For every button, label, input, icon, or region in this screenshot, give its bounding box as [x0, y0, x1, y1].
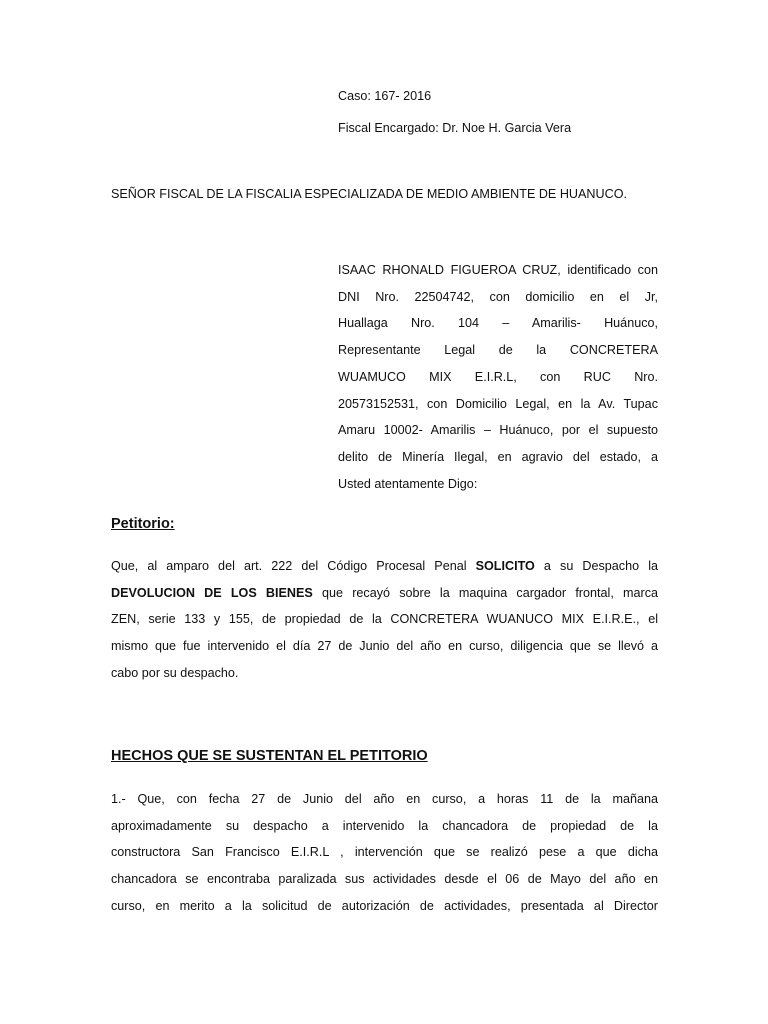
intro-line: WUAMUCO MIX E.I.R.L, con RUC Nro. [338, 369, 658, 384]
intro-line: Amaru 10002- Amarilis – Huánuco, por el supuesto [338, 423, 658, 438]
hechos-line: 1.- Que, con fecha 27 de Junio del año en curso, a horas 11 de la mañana [111, 792, 658, 806]
hechos-heading: HECHOS QUE SE SUSTENTAN EL PETITORIO [111, 748, 428, 764]
case-number: Caso: 167- 2016 [338, 89, 432, 103]
intro-line: Huallaga Nro. 104 – Amarilis- Huánuco, [338, 316, 658, 331]
petitorio-line: DEVOLUCION DE LOS BIENES que recayó sobre la maquina cargador frontal, marca [111, 585, 658, 600]
hechos-body [111, 786, 658, 920]
addressee: SEÑOR FISCAL DE LA FISCALIA ESPECIALIZADA DE MEDIO AMBIENTE DE HUANUCO. [111, 187, 628, 201]
intro-line: ISAAC RHONALD FIGUEROA CRUZ, identificado con [338, 263, 658, 277]
hechos-line: constructora San Francisco E.I.R.L , intervención que se realizó pese a que dicha [111, 845, 658, 860]
fiscal-in-charge: Fiscal Encargado: Dr. Noe H. Garcia Vera [338, 121, 572, 135]
petitorio-heading: Petitorio: [111, 516, 175, 532]
petitorio-body [111, 553, 658, 687]
petitorio-line: cabo por su despacho. [111, 665, 239, 680]
intro-line: Usted atentamente Digo: [338, 476, 478, 491]
petitorio-line: mismo que fue intervenido el día 27 de Junio del año en curso, diligencia que se llevó a [111, 639, 658, 654]
intro-block [338, 257, 658, 497]
intro-line: Representante Legal de la CONCRETERA [338, 343, 658, 358]
hechos-line: chancadora se encontraba paralizada sus actividades desde el 06 de Mayo del año en [111, 872, 658, 887]
intro-line: DNI Nro. 22504742, con domicilio en el Jr, [338, 289, 658, 304]
petitorio-line: ZEN, serie 133 y 155, de propiedad de la CONCRETERA WUANUCO MIX E.I.R.E., el [111, 612, 658, 627]
hechos-line: curso, en merito a la solicitud de autorización de actividades, presentada al Director [111, 898, 658, 913]
hechos-line: aproximadamente su despacho a intervenido la chancadora de propiedad de la [111, 818, 658, 833]
petitorio-line: Que, al amparo del art. 222 del Código Procesal Penal SOLICITO a su Despacho la [111, 559, 658, 573]
intro-line: 20573152531, con Domicilio Legal, en la Av. Tupac [338, 396, 658, 411]
intro-line: delito de Minería Ilegal, en agravio del estado, a [338, 449, 658, 464]
